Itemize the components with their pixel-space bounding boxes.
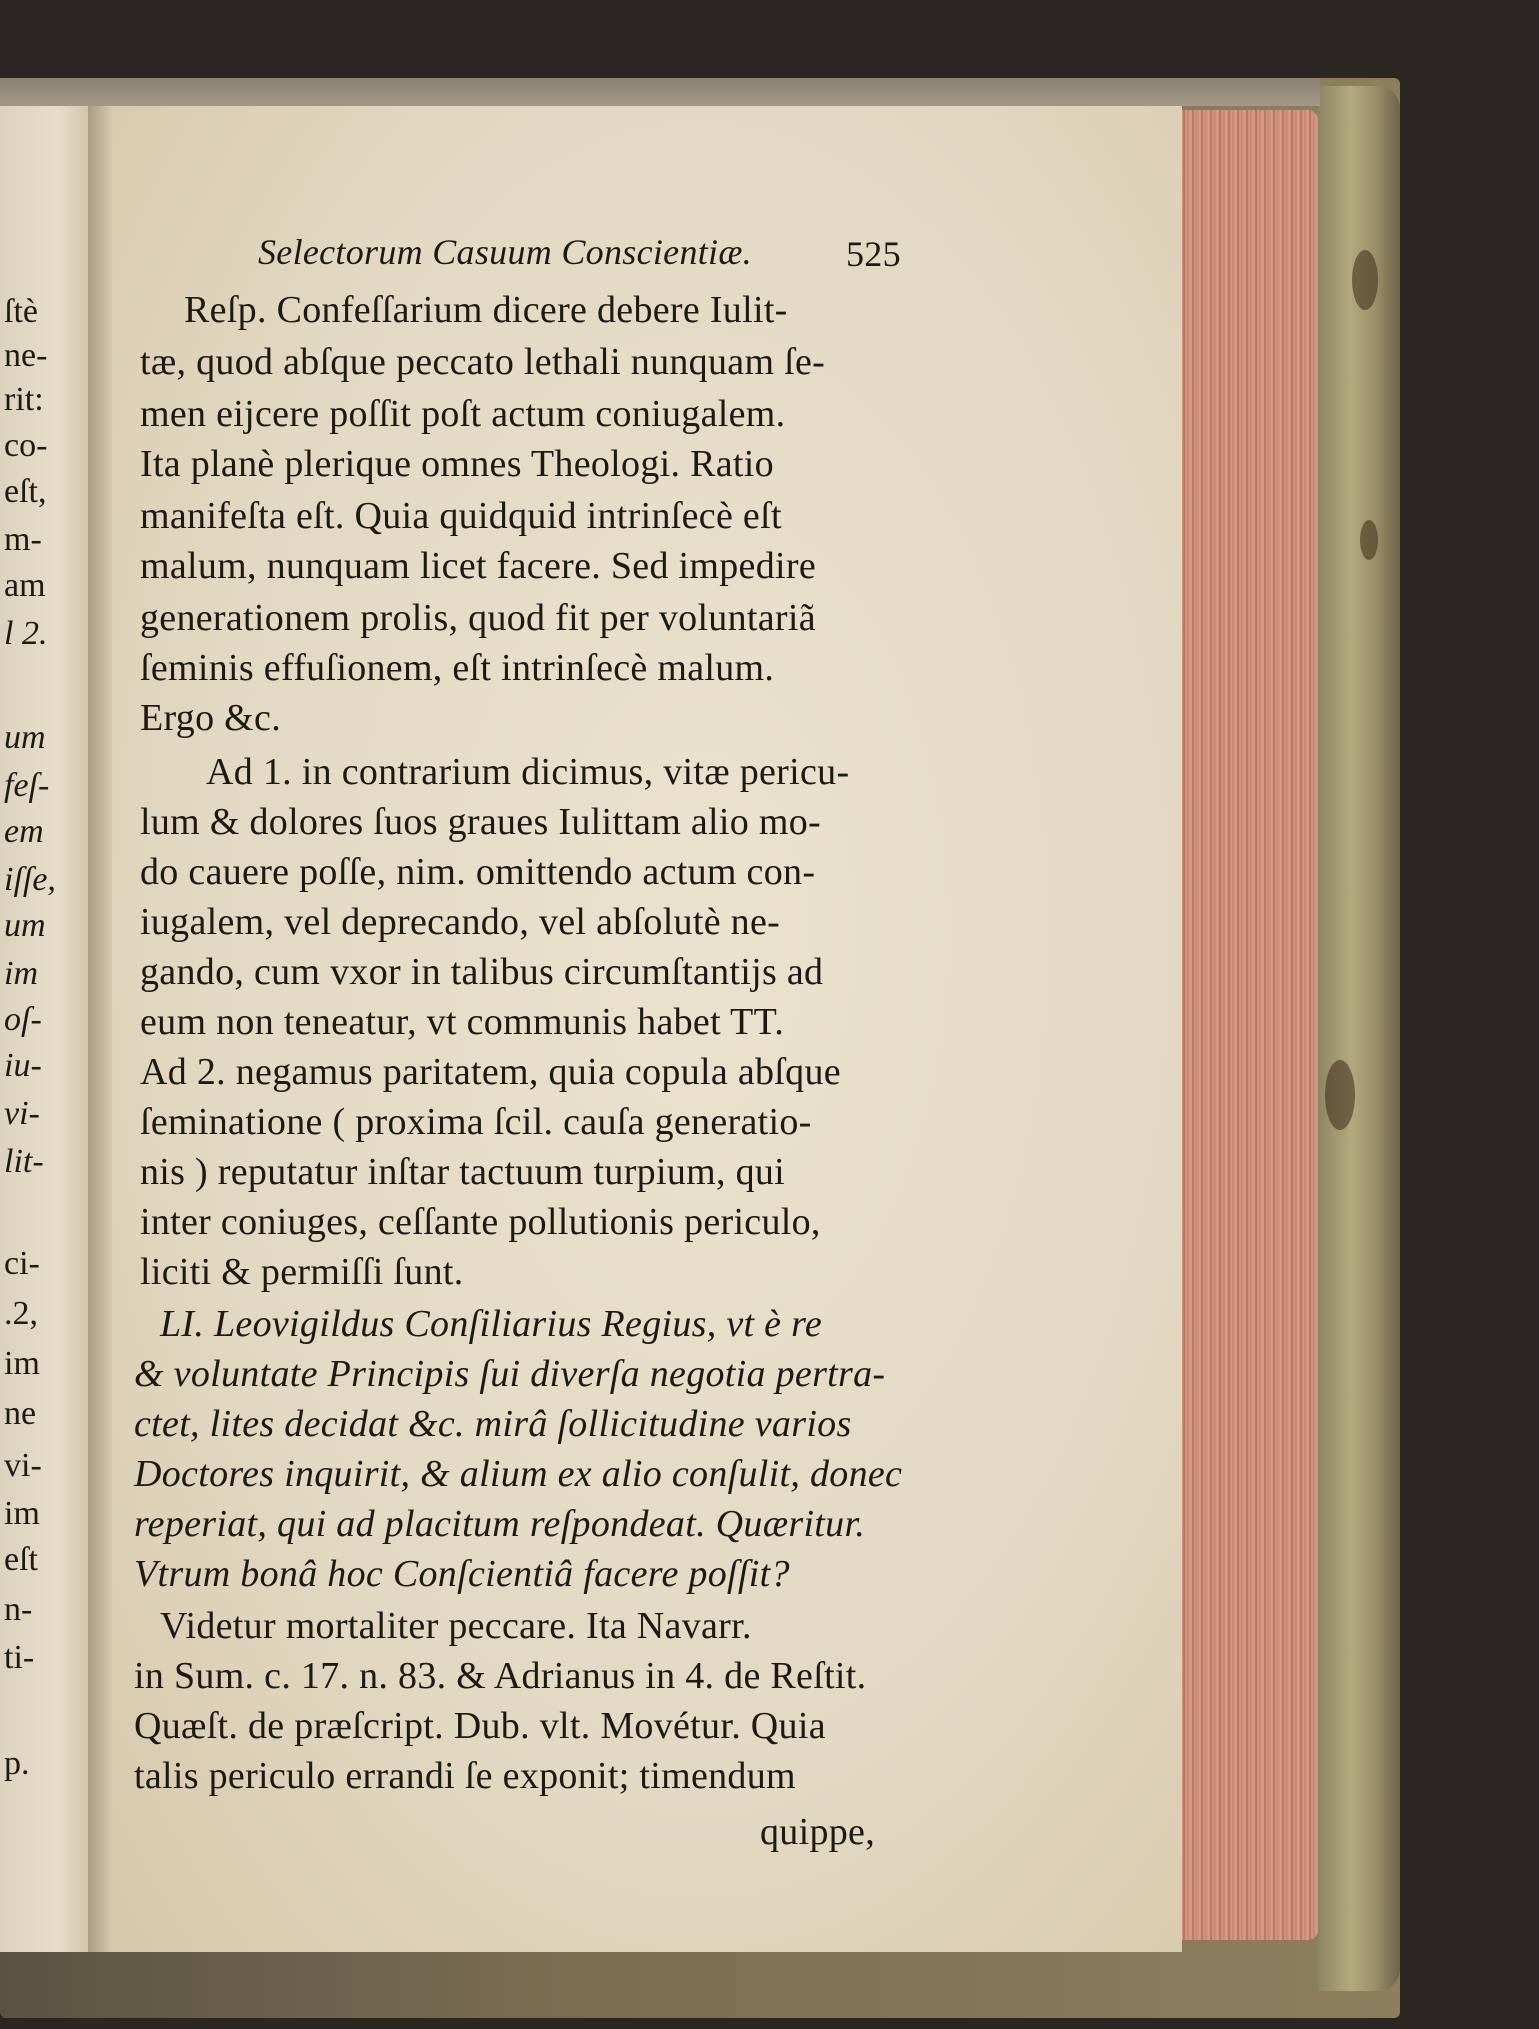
left-fragment: iu-: [4, 1047, 42, 1084]
text-line: ctet, lites decidat &c. mirâ ſollicitudine varios: [134, 1403, 852, 1445]
text-line: Doctores inquirit, & alium ex alio conſulit, donec: [134, 1453, 903, 1495]
left-fragment: ſtè: [4, 293, 38, 330]
left-fragment: m-: [4, 521, 42, 558]
left-fragment: im: [4, 1345, 40, 1382]
left-fragment: ne: [4, 1395, 37, 1432]
left-fragment: p.: [4, 1745, 30, 1782]
left-fragment: em: [4, 813, 44, 850]
text-line: inter coniuges, ceſſante pollutionis periculo,: [140, 1201, 821, 1243]
text-line: Ergo &c.: [140, 697, 282, 739]
left-fragment: eſt: [4, 1541, 38, 1578]
running-title: Selectorum Casuum Conscientiæ.: [258, 232, 752, 272]
text-line: Reſp. Confeſſarium dicere debere Iulit-: [184, 289, 788, 331]
left-fragment: oſ-: [4, 1001, 42, 1038]
left-fragment: um: [4, 719, 46, 756]
text-line: gando, cum vxor in talibus circumſtantijs ad: [140, 951, 824, 993]
text-line: Ita planè plerique omnes Theologi. Ratio: [140, 443, 774, 485]
left-fragment: im: [4, 1495, 40, 1532]
left-fragment: l 2.: [4, 615, 48, 652]
left-fragment: iſſe,: [4, 861, 56, 898]
left-fragment: vi-: [4, 1095, 40, 1132]
text-line: Quæſt. de præſcript. Dub. vlt. Movétur. Quia: [134, 1705, 826, 1747]
text-line: Ad 1. in contrarium dicimus, vitæ pericu-: [206, 751, 850, 793]
text-line: nis ) reputatur inſtar tactuum turpium, qui: [140, 1151, 786, 1193]
left-fragment: im: [4, 955, 38, 992]
text-line: liciti & permiſſi ſunt.: [140, 1251, 464, 1293]
left-fragment: am: [4, 567, 46, 604]
text-line: malum, nunquam licet facere. Sed impedire: [140, 545, 817, 587]
text-line: Vtrum bonâ hoc Conſcientiâ facere poſſit?: [134, 1553, 790, 1595]
text-line: lum & dolores ſuos graues Iulittam alio mo-: [140, 801, 821, 843]
left-fragment: ti-: [4, 1639, 35, 1676]
text-line: & voluntate Principis ſui diverſa negotia pertra-: [134, 1353, 886, 1395]
text-line: in Sum. c. 17. n. 83. & Adrianus in 4. de Reſtit.: [134, 1655, 867, 1697]
left-fragment: um: [4, 907, 46, 944]
left-fragment: lit-: [4, 1143, 44, 1180]
page-number: 525: [846, 234, 901, 274]
left-fragment: ne-: [4, 337, 48, 374]
text-line: tæ, quod abſque peccato lethali nunquam ſe-: [140, 341, 826, 383]
left-fragment: co-: [4, 427, 48, 464]
text-line: eum non teneatur, vt communis habet TT.: [140, 1001, 785, 1043]
text-line: ſeminatione ( proxima ſcil. cauſa generatio-: [140, 1101, 812, 1143]
left-fragment: n-: [4, 1591, 33, 1628]
text-line: LI. Leovigildus Conſiliarius Regius, vt è re: [160, 1303, 822, 1345]
left-fragment: ci-: [4, 1245, 40, 1282]
text-line: ſeminis effuſionem, eſt intrinſecè malum.: [140, 647, 775, 689]
text-line: manifeſta eſt. Quia quidquid intrinſecè eſt: [140, 495, 782, 537]
text-line: Ad 2. negamus paritatem, quia copula abſque: [140, 1051, 841, 1093]
left-fragment: eſt,: [4, 473, 47, 510]
text-line: iugalem, vel deprecando, vel abſolutè ne-: [140, 901, 781, 943]
left-fragment: .2,: [4, 1295, 38, 1332]
left-fragment: rit:: [4, 381, 44, 418]
left-fragment: feſ-: [4, 767, 50, 804]
text-line: reperiat, qui ad placitum reſpondeat. Quæritur.: [134, 1503, 866, 1545]
text-line: men eijcere poſſit poſt actum coniugalem.: [140, 393, 786, 435]
text-line: talis periculo errandi ſe exponit; timendum: [134, 1755, 796, 1797]
text-line: generationem prolis, quod fit per voluntariã: [140, 597, 816, 639]
left-fragment: vi-: [4, 1447, 42, 1484]
text-line: Videtur mortaliter peccare. Ita Navarr.: [160, 1605, 752, 1647]
catchword: quippe,: [760, 1811, 876, 1853]
text-line: do cauere poſſe, nim. omittendo actum con-: [140, 851, 816, 893]
